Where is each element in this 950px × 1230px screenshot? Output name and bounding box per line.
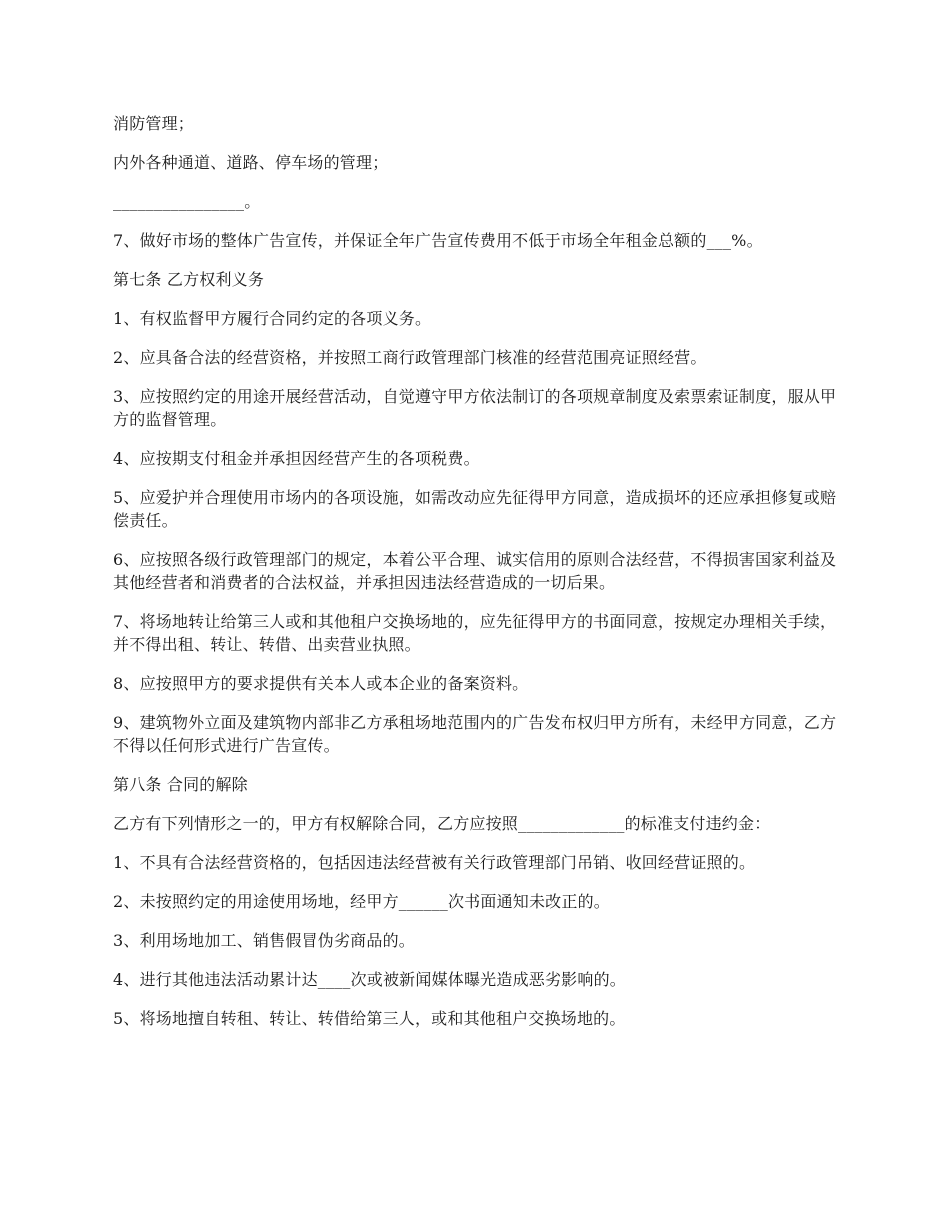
- paragraph-passages-parking: 内外各种通道、道路、停车场的管理；: [113, 153, 389, 172]
- paragraph-termination-item-4: 4、进行其他违法活动累计达____次或被新闻媒体曝光造成恶劣影响的。: [113, 970, 626, 989]
- paragraph-party-b-item-2: 2、应具备合法的经营资格，并按照工商行政管理部门核准的经营范围亮证照经营。: [113, 348, 707, 367]
- paragraph-party-b-item-9: 9、建筑物外立面及建筑物内部非乙方承租场地范围内的广告发布权归甲方所有，未经甲方同意，乙方不得以任何形式进行广告宣传。: [113, 713, 837, 755]
- paragraph-party-a-item-7: 7、做好市场的整体广告宣传，并保证全年广告宣传费用不低于市场全年租金总额的___%。: [113, 231, 763, 250]
- paragraph-party-b-item-7: 7、将场地转让给第三人或和其他租户交换场地的，应先征得甲方的书面同意，按规定办理相关手续，并不得出租、转让、转借、出卖营业执照。: [113, 612, 837, 654]
- document-page: [113, 112, 848, 1046]
- paragraph-fire-management: 消防管理；: [113, 114, 195, 133]
- paragraph-termination-intro: 乙方有下列情形之一的，甲方有权解除合同，乙方应按照_____________的标准支付违约金：: [113, 814, 771, 833]
- paragraph-party-b-item-8: 8、应按照甲方的要求提供有关本人或本企业的备案资料。: [113, 674, 529, 693]
- paragraph-party-b-item-4: 4、应按期支付租金并承担因经营产生的各项税费。: [113, 449, 480, 468]
- paragraph-termination-item-2: 2、未按照约定的用途使用场地，经甲方______次书面通知未改正的。: [113, 892, 610, 911]
- paragraph-blank-line: ________________。: [113, 192, 261, 211]
- section-heading-article-7: 第七条 乙方权利义务: [113, 270, 265, 289]
- section-heading-article-8: 第八条 合同的解除: [113, 775, 248, 794]
- paragraph-termination-item-1: 1、不具有合法经营资格的，包括因违法经营被有关行政管理部门吊销、收回经营证照的。: [113, 853, 756, 872]
- paragraph-party-b-item-3: 3、应按照约定的用途开展经营活动，自觉遵守甲方依法制订的各项规章制度及索票索证制度，服从甲方的监督管理。: [113, 387, 837, 429]
- paragraph-party-b-item-6: 6、应按照各级行政管理部门的规定，本着公平合理、诚实信用的原则合法经营，不得损害国家利益及其他经营者和消费者的合法权益，并承担因违法经营造成的一切后果。: [113, 550, 837, 592]
- paragraph-party-b-item-1: 1、有权监督甲方履行合同约定的各项义务。: [113, 309, 432, 328]
- paragraph-termination-item-3: 3、利用场地加工、销售假冒伪劣商品的。: [113, 931, 415, 950]
- paragraph-termination-item-5: 5、将场地擅自转租、转让、转借给第三人，或和其他租户交换场地的。: [113, 1009, 626, 1028]
- paragraph-party-b-item-5: 5、应爱护并合理使用市场内的各项设施，如需改动应先征得甲方同意，造成损坏的还应承担修复或赔偿责任。: [113, 488, 837, 530]
